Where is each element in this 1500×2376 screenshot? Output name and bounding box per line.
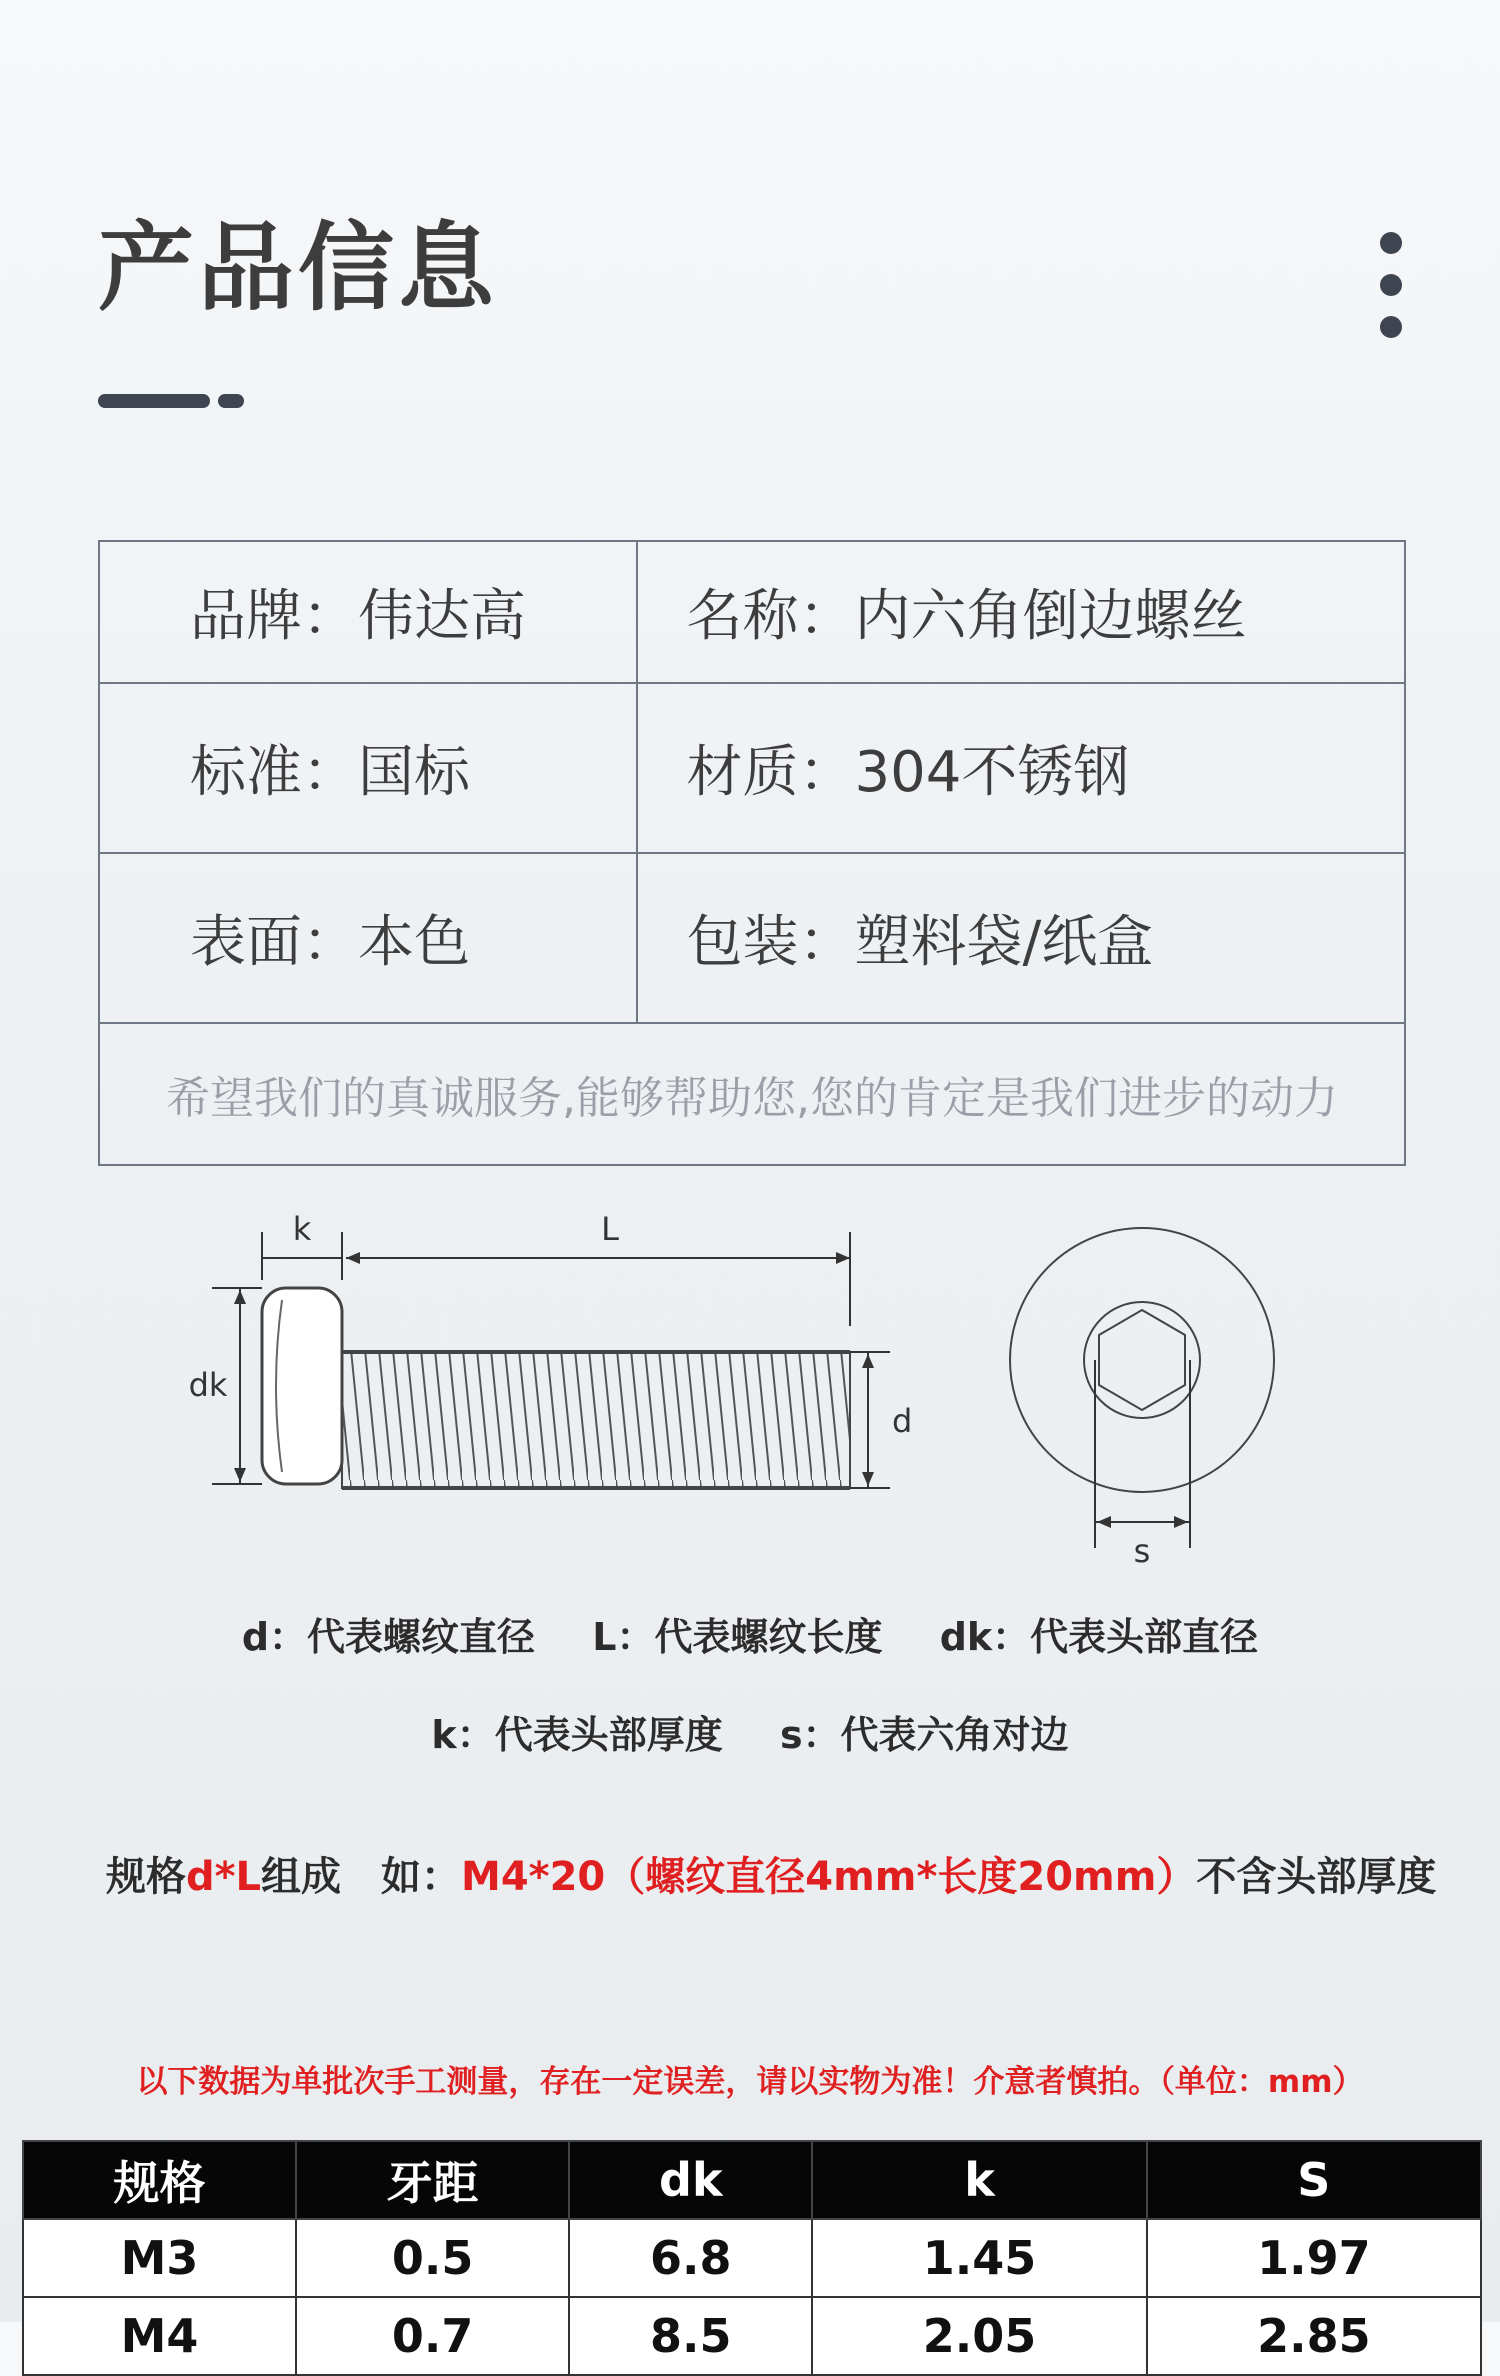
spec-header: 规格 <box>23 2141 296 2219</box>
surface-cell: 表面：本色 <box>99 853 637 1023</box>
screw-thread <box>342 1352 850 1488</box>
legend-s: s：代表六角对边 <box>779 1713 1069 1757</box>
screw-diagram <box>0 1200 1500 1580</box>
dim-s-label: s <box>1133 1532 1151 1570</box>
screw-head <box>262 1288 342 1484</box>
spec-table <box>22 2140 1482 2376</box>
page-title: 产品信息 <box>98 212 498 324</box>
title-underline-dot <box>218 394 244 408</box>
measurement-note: 以下数据为单批次手工测量，存在一定误差，请以实物为准！介意者慎拍。（单位：mm） <box>136 2064 1364 2100</box>
legend-L: L：代表螺纹长度 <box>592 1615 883 1659</box>
slogan: 希望我们的真诚服务,能够帮助您,您的肯定是我们进步的动力 <box>99 1023 1405 1165</box>
table-row: M3 0.5 6.8 1.45 1.97 <box>23 2219 1481 2297</box>
brand-cell: 品牌：伟达高 <box>99 541 637 683</box>
material-cell: 材质：304不锈钢 <box>637 683 1405 853</box>
legend-line-2 <box>0 1704 1500 1759</box>
dim-k-label: k <box>292 1210 312 1248</box>
legend-dk: dk：代表头部直径 <box>939 1615 1259 1659</box>
package-cell: 包装：塑料袋/纸盒 <box>637 853 1405 1023</box>
table-row: M4 0.7 8.5 2.05 2.85 <box>23 2297 1481 2375</box>
screw-top-view <box>1010 1228 1274 1492</box>
dim-L-label: L <box>601 1210 619 1248</box>
dim-d-label: d <box>892 1402 913 1440</box>
hex-socket <box>1099 1310 1185 1410</box>
product-info-table <box>98 540 1406 1166</box>
more-menu-icon[interactable] <box>1376 232 1406 342</box>
name-cell: 名称：内六角倒边螺丝 <box>637 541 1405 683</box>
title-underline <box>98 394 210 408</box>
legend-k: k：代表头部厚度 <box>431 1713 723 1757</box>
standard-cell: 标准：国标 <box>99 683 637 853</box>
legend-line-1 <box>0 1606 1500 1661</box>
spec-header: 牙距 <box>296 2141 569 2219</box>
spec-header: S <box>1147 2141 1481 2219</box>
spec-explanation: 规格d*L组成 如：M4*20（螺纹直径4mm*长度20mm）不含头部厚度 <box>106 1854 1437 1900</box>
spec-header: k <box>812 2141 1146 2219</box>
spec-header: dk <box>569 2141 812 2219</box>
dim-dk-label: dk <box>188 1366 228 1404</box>
legend-d: d：代表螺纹直径 <box>241 1615 536 1659</box>
